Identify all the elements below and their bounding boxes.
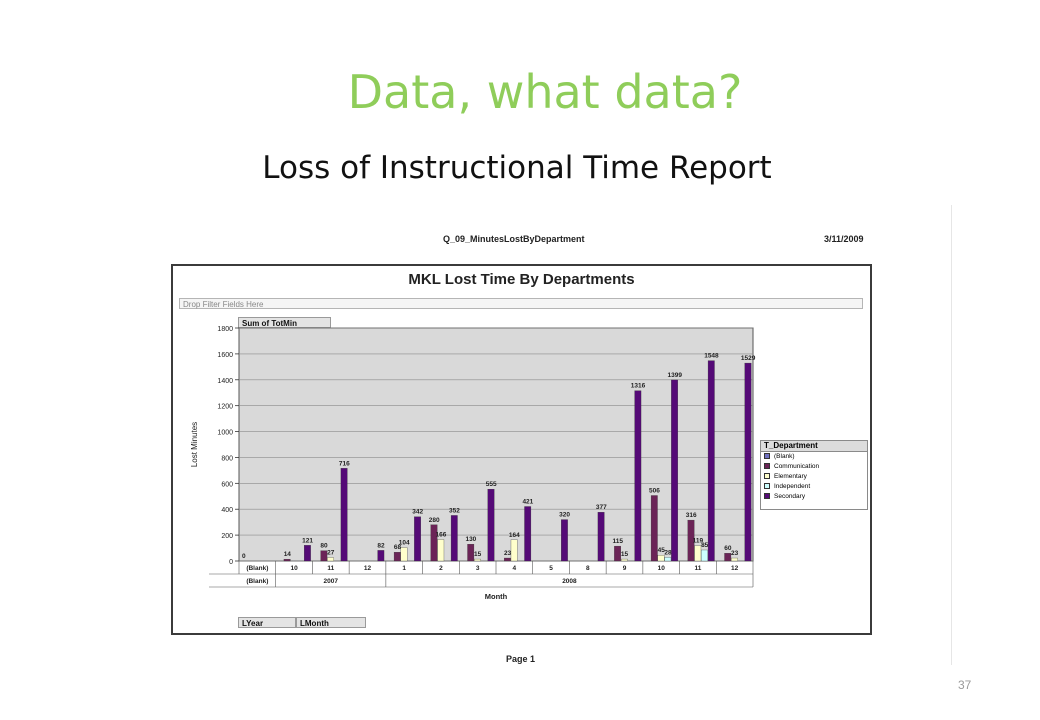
x-tick-label: 1 [402, 565, 407, 572]
bar [341, 468, 347, 561]
data-label: 23 [731, 550, 739, 558]
bar [701, 550, 707, 561]
data-label: 1316 [630, 382, 646, 390]
bar [378, 550, 384, 561]
data-label: 352 [449, 507, 460, 515]
bar [284, 559, 290, 561]
bar [524, 507, 530, 561]
legend [760, 440, 868, 510]
y-tick-label: 800 [221, 455, 233, 463]
legend-label: Independent [774, 483, 811, 490]
data-label: 0 [242, 553, 246, 560]
data-label: 1529 [740, 355, 756, 363]
bar [401, 548, 407, 561]
y-tick-label: 0 [229, 559, 233, 566]
data-label: 1548 [704, 352, 719, 360]
slide-title: Data, what data? [347, 65, 743, 119]
row-field-lmonth[interactable]: LMonth [296, 617, 366, 628]
legend-swatch [764, 493, 770, 499]
bar [327, 558, 333, 561]
bar [745, 363, 751, 561]
x-tick-label: (Blank) [246, 565, 269, 572]
x-tick-label: 11 [694, 565, 702, 572]
legend-item-communication [761, 462, 867, 472]
data-label: 506 [649, 487, 660, 495]
data-field-button[interactable]: Sum of TotMin [238, 317, 331, 328]
data-label: 80 [320, 542, 328, 550]
bar [321, 551, 327, 561]
bar [658, 555, 664, 561]
filter-drop-zone[interactable]: Drop Filter Fields Here [179, 298, 863, 309]
data-label: 377 [595, 504, 607, 512]
bar [671, 380, 677, 561]
slide-subtitle: Loss of Instructional Time Report [262, 150, 772, 186]
data-label: 320 [559, 511, 571, 519]
bar [561, 520, 567, 561]
data-label: 130 [465, 536, 477, 544]
y-axis-label: Lost Minutes [190, 421, 199, 468]
data-label: 555 [485, 481, 497, 489]
bar [651, 496, 657, 561]
data-label: 15 [620, 551, 629, 559]
bar [504, 558, 510, 561]
y-tick-label: 1000 [217, 429, 233, 437]
data-label: 14 [283, 551, 291, 559]
year-label: 2007 [323, 578, 339, 585]
data-label: 421 [522, 498, 534, 506]
legend-item-secondary [761, 492, 867, 502]
legend-label: (Blank) [774, 453, 795, 460]
data-label: 115 [612, 538, 623, 546]
y-tick-label: 1600 [217, 351, 233, 359]
bar [695, 546, 701, 561]
legend-swatch [764, 463, 770, 469]
year-label: 2008 [562, 578, 577, 585]
bar [511, 540, 517, 561]
data-label: 1399 [667, 371, 682, 379]
legend-title: T_Department [761, 441, 867, 452]
legend-swatch [764, 473, 770, 479]
x-tick-label: 9 [622, 565, 627, 572]
y-tick-label: 200 [221, 533, 233, 541]
bar [468, 544, 474, 561]
legend-item-blank [761, 452, 867, 462]
x-tick-label: 10 [290, 565, 298, 572]
x-tick-label: 12 [363, 565, 372, 572]
row-field-lyear[interactable]: LYear [238, 617, 296, 628]
x-tick-label: 5 [549, 565, 553, 572]
x-tick-label: 8 [585, 565, 590, 572]
x-tick-label: 3 [475, 565, 480, 572]
data-label: 60 [724, 545, 732, 553]
bar [431, 525, 437, 561]
data-label: 104 [398, 539, 410, 547]
bar [665, 557, 671, 561]
bar [598, 512, 604, 561]
slide-divider [951, 205, 952, 665]
bar [488, 489, 494, 561]
chart-title: MKL Lost Time By Departments [408, 271, 635, 288]
bar [635, 391, 641, 561]
data-label: 280 [428, 516, 440, 524]
x-tick-label: 11 [327, 565, 335, 572]
data-label: 68 [393, 544, 402, 552]
data-label: 164 [508, 531, 520, 539]
bar [394, 552, 400, 561]
bar [725, 553, 731, 561]
legend-item-elementary [761, 472, 867, 482]
pivot-chart-frame [171, 264, 872, 635]
data-label: 15 [474, 551, 482, 559]
bar [438, 540, 444, 561]
bar [474, 559, 480, 561]
report-name: Q_09_MinutesLostByDepartment [443, 234, 585, 244]
data-label: 121 [302, 537, 314, 545]
legend-item-independent [761, 482, 867, 492]
legend-label: Communication [774, 463, 820, 470]
page-label: Page 1 [506, 654, 536, 664]
data-label: 23 [503, 550, 512, 558]
bar [451, 515, 457, 561]
data-label: 716 [338, 460, 350, 468]
slide-number: 37 [958, 678, 972, 692]
data-label: 166 [435, 531, 447, 539]
legend-swatch [764, 483, 770, 489]
bar [414, 517, 420, 561]
data-label: 316 [685, 512, 697, 520]
legend-label: Secondary [774, 493, 806, 500]
data-label: 119 [692, 537, 704, 545]
y-tick-label: 400 [221, 507, 233, 515]
bar [731, 558, 737, 561]
y-tick-label: 1400 [217, 377, 233, 385]
y-tick-label: 600 [221, 481, 233, 489]
legend-swatch [764, 453, 770, 459]
data-label: 27 [327, 549, 335, 557]
x-tick-label: 4 [512, 565, 517, 572]
y-tick-label: 1800 [217, 326, 233, 333]
x-tick-label: 12 [731, 565, 739, 572]
report-date: 3/11/2009 [824, 234, 864, 244]
x-axis-label: Month [484, 592, 508, 601]
x-tick-label: 10 [657, 565, 665, 572]
bar [708, 361, 714, 561]
x-tick-label: 2 [439, 565, 443, 572]
data-label: 82 [377, 542, 385, 550]
year-label: (Blank) [246, 578, 269, 585]
bar [621, 559, 627, 561]
data-label: 28 [664, 549, 672, 557]
data-label: 45 [657, 547, 665, 555]
legend-label: Elementary [774, 473, 807, 480]
y-tick-label: 1200 [217, 403, 233, 411]
bar [614, 546, 620, 561]
data-label: 342 [412, 508, 424, 516]
bar [304, 545, 310, 561]
data-label: 85 [701, 541, 709, 549]
